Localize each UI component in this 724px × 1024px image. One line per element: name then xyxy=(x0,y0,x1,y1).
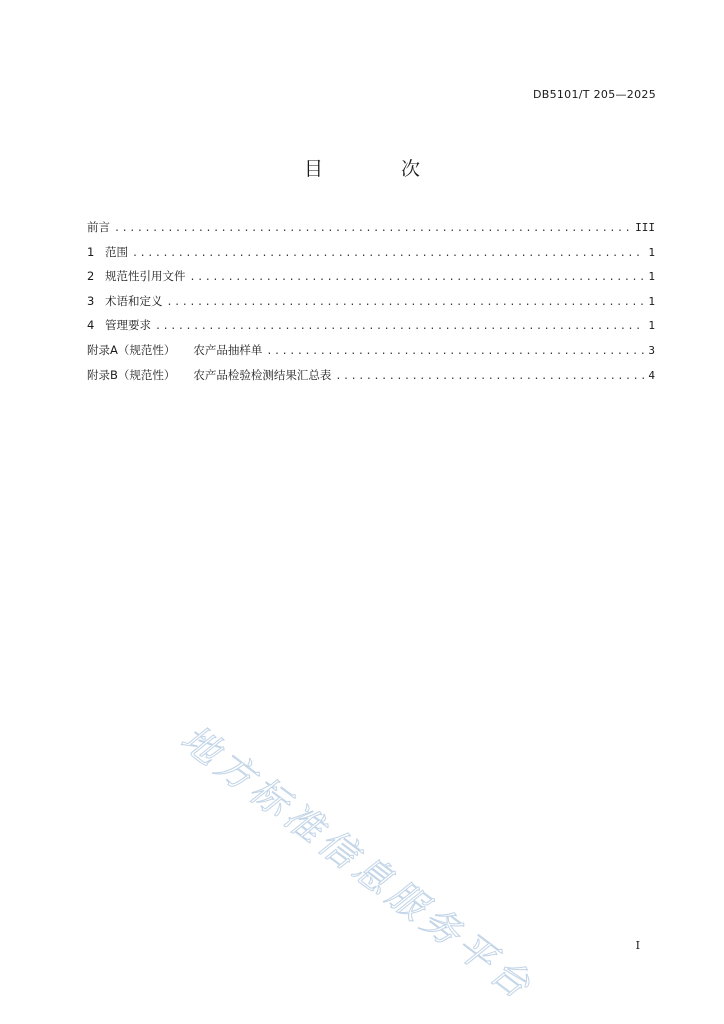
toc-page-number[interactable]: 1 xyxy=(648,270,655,284)
toc-entry-foreword[interactable] xyxy=(87,219,655,244)
toc-page-number[interactable]: 3 xyxy=(648,343,655,357)
toc-section-number: 3 xyxy=(87,293,95,308)
toc-dot-leader xyxy=(114,223,631,234)
toc-dot-leader xyxy=(167,297,645,308)
toc-entry-label[interactable]: 1 范围 xyxy=(87,244,128,259)
toc-section-number: 2 xyxy=(87,269,95,284)
toc-page-number[interactable]: 4 xyxy=(648,368,655,382)
toc-dot-leader xyxy=(155,321,644,332)
table-of-contents xyxy=(87,219,655,391)
toc-entry-appendix-b[interactable] xyxy=(87,367,655,392)
toc-entry-label[interactable]: 附录A（规范性） 农产品抽样单 xyxy=(87,342,263,357)
toc-dot-leader xyxy=(335,371,644,382)
toc-entry-label[interactable]: 4 管理要求 xyxy=(87,318,151,333)
toc-page-number[interactable]: III xyxy=(635,221,655,234)
toc-page-number[interactable]: 1 xyxy=(648,245,655,259)
toc-entry-normative-references[interactable] xyxy=(87,268,655,293)
toc-page-number[interactable]: 1 xyxy=(648,294,655,308)
toc-entry-label[interactable]: 附录B（规范性） 农产品检验检测结果汇总表 xyxy=(87,367,332,382)
toc-entry-scope[interactable] xyxy=(87,244,655,269)
toc-entry-appendix-a[interactable] xyxy=(87,342,655,367)
document-code: DB5101/T 205—2025 xyxy=(532,88,656,101)
toc-page-number[interactable]: 1 xyxy=(648,319,655,333)
toc-entry-management-requirements[interactable] xyxy=(87,317,655,342)
toc-dot-leader xyxy=(132,248,644,259)
toc-entry-label[interactable]: 前言 xyxy=(87,220,110,234)
toc-section-number: 4 xyxy=(87,318,95,333)
page-title: 目 次 xyxy=(303,158,457,180)
page-number: I xyxy=(635,939,640,952)
toc-section-number: 1 xyxy=(87,244,95,259)
toc-entry-label[interactable]: 3 术语和定义 xyxy=(87,293,163,308)
toc-entry-label[interactable]: 2 规范性引用文件 xyxy=(87,269,186,284)
toc-entry-terms-definitions[interactable] xyxy=(87,293,655,318)
toc-appendix-title: 农产品检验检测结果汇总表 xyxy=(193,367,332,382)
watermark: 地方标准信息服务平台 xyxy=(172,716,543,1010)
toc-appendix-title: 农产品抽样单 xyxy=(193,342,263,357)
toc-dot-leader xyxy=(266,346,644,357)
toc-dot-leader xyxy=(190,272,645,283)
